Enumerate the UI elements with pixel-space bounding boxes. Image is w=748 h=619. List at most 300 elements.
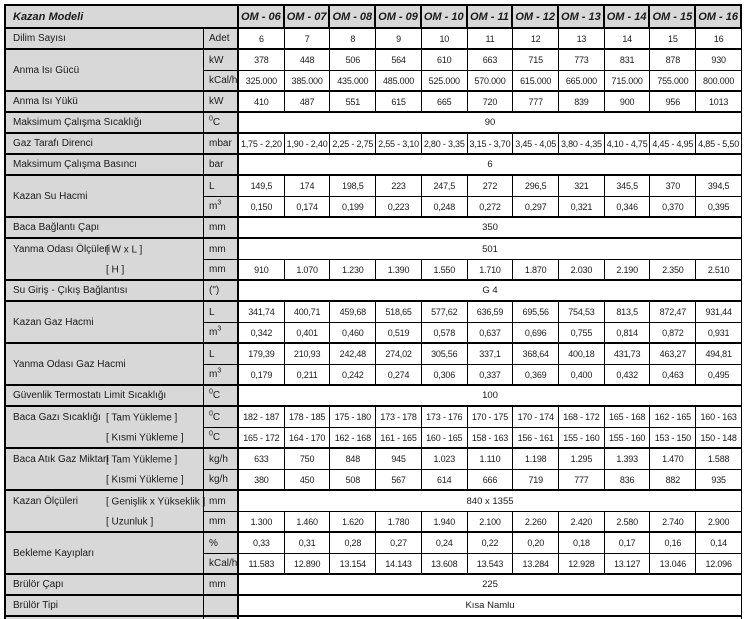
value-cell: 0,18	[559, 533, 605, 554]
value-cell: 0,22	[468, 533, 514, 554]
value-cell: 715.000	[605, 71, 651, 92]
value-cell: 7	[285, 29, 331, 50]
table-title: Kazan Modeli	[6, 6, 239, 29]
value-cell: 198,5	[330, 176, 376, 197]
row-sublabel-text: [ Uzunluk ]	[106, 516, 154, 527]
unit-superscript: 0	[209, 388, 213, 396]
row-label	[6, 470, 204, 491]
value-cell: 153 - 150	[650, 428, 696, 449]
value-cell: 848	[330, 449, 376, 470]
value-cell: 11	[468, 29, 514, 50]
row-label-text: Baca Bağlantı Çapı	[13, 222, 100, 233]
row-sublabel-text: [ W x L ]	[106, 244, 143, 255]
value-cell: 158 - 163	[468, 428, 514, 449]
value-cell: 150 - 148	[696, 428, 742, 449]
value-cell: 715	[513, 50, 559, 71]
value-cell: 1,75 - 2,20	[239, 134, 285, 155]
row-label	[6, 512, 204, 533]
spanning-value-cell: 6	[239, 155, 742, 176]
row-label	[6, 596, 204, 617]
row-label	[6, 533, 204, 575]
row-label-text: Brülör Tipi	[13, 600, 59, 611]
table-row	[6, 302, 742, 323]
row-label-text: Yanma Odası Gaz Hacmi	[13, 358, 126, 370]
value-cell: 9	[376, 29, 422, 50]
spanning-value-cell: 90	[239, 113, 742, 134]
value-cell: 0,696	[513, 323, 559, 344]
value-cell: 1.390	[376, 260, 422, 281]
table-body	[6, 29, 742, 619]
value-cell: 155 - 160	[559, 428, 605, 449]
value-cell: 1,90 - 2,40	[285, 134, 331, 155]
spanning-value-cell: 100	[239, 386, 742, 407]
table-row	[6, 407, 742, 428]
unit-cell: L	[204, 344, 239, 365]
value-cell: 1.295	[559, 449, 605, 470]
value-cell: 777	[559, 470, 605, 491]
value-cell: 567	[376, 470, 422, 491]
row-label	[6, 428, 204, 449]
value-cell: 663	[468, 50, 514, 71]
row-label	[6, 491, 204, 512]
value-cell: 410	[239, 92, 285, 113]
unit-cell: bar	[204, 155, 239, 176]
value-cell: 170 - 175	[468, 407, 514, 428]
row-label	[6, 449, 204, 470]
row-label	[6, 386, 204, 407]
value-cell: 463,27	[650, 344, 696, 365]
row-label	[6, 575, 204, 596]
value-cell: 13.046	[650, 554, 696, 575]
table-row	[6, 512, 742, 533]
value-cell: 15	[650, 29, 696, 50]
unit-cell: $^0$C	[204, 386, 239, 407]
unit-cell: kg/h	[204, 449, 239, 470]
table-row	[6, 428, 742, 449]
value-cell: 0,400	[559, 365, 605, 386]
unit-cell: $^0$C	[204, 428, 239, 449]
value-cell: 0,578	[422, 323, 468, 344]
table-row	[6, 134, 742, 155]
row-sublabel-text: [ Tam Yükleme ]	[106, 412, 178, 423]
value-cell: 487	[285, 92, 331, 113]
value-cell: 6	[239, 29, 285, 50]
value-cell: 2.420	[559, 512, 605, 533]
value-cell: 431,73	[605, 344, 651, 365]
value-cell: 165 - 172	[239, 428, 285, 449]
row-label	[6, 176, 204, 218]
value-cell: 13.127	[605, 554, 651, 575]
value-cell: 2.580	[605, 512, 651, 533]
unit-superscript: 0	[209, 430, 213, 438]
value-cell: 0,401	[285, 323, 331, 344]
value-cell: 385.000	[285, 71, 331, 92]
value-cell: 564	[376, 50, 422, 71]
row-label-text: Yanma Odası Ölçüleri	[13, 244, 111, 255]
value-cell: 223	[376, 176, 422, 197]
value-cell: 2.740	[650, 512, 696, 533]
value-cell: 12.928	[559, 554, 605, 575]
row-label	[6, 50, 204, 92]
value-cell: 720	[468, 92, 514, 113]
table-row	[6, 155, 742, 176]
row-label-text: Anma Isı Gücü	[13, 64, 80, 76]
value-cell: 0,321	[559, 197, 605, 218]
row-label-text: Su Giriş - Çıkış Bağlantısı	[13, 285, 128, 296]
row-label-text: Brülör Çapı	[13, 579, 64, 590]
value-cell: 800.000	[696, 71, 742, 92]
value-cell: 305,56	[422, 344, 468, 365]
value-cell: 247,5	[422, 176, 468, 197]
model-column-header: OM - 13	[559, 6, 605, 29]
value-cell: 485.000	[376, 71, 422, 92]
row-label-text: Maksimum Çalışma Basıncı	[13, 159, 137, 170]
value-cell: 1.940	[422, 512, 468, 533]
value-cell: 0,14	[696, 533, 742, 554]
value-cell: 695,56	[513, 302, 559, 323]
table-row	[6, 50, 742, 71]
value-cell: 615	[376, 92, 422, 113]
model-column-header: OM - 09	[376, 6, 422, 29]
value-cell: 170 - 174	[513, 407, 559, 428]
table-row	[6, 575, 742, 596]
value-cell: 400,18	[559, 344, 605, 365]
value-cell: 4,85 - 5,50	[696, 134, 742, 155]
value-cell: 435.000	[330, 71, 376, 92]
value-cell: 754,53	[559, 302, 605, 323]
value-cell: 3,45 - 4,05	[513, 134, 559, 155]
value-cell: 160 - 163	[696, 407, 742, 428]
value-cell: 1.300	[239, 512, 285, 533]
unit-cell: (")	[204, 281, 239, 302]
row-label	[6, 134, 204, 155]
unit-cell: %	[204, 533, 239, 554]
value-cell: 610	[422, 50, 468, 71]
unit-cell: mm	[204, 491, 239, 512]
value-cell: 13.154	[330, 554, 376, 575]
row-label	[6, 260, 204, 281]
value-cell: 508	[330, 470, 376, 491]
value-cell: 831	[605, 50, 651, 71]
value-cell: 1.023	[422, 449, 468, 470]
value-cell: 0,20	[513, 533, 559, 554]
value-cell: 2.900	[696, 512, 742, 533]
value-cell: 945	[376, 449, 422, 470]
value-cell: 930	[696, 50, 742, 71]
row-label	[6, 92, 204, 113]
unit-cell: $m^3$	[204, 365, 239, 386]
table-row	[6, 596, 742, 617]
value-cell: 3,15 - 3,70	[468, 134, 514, 155]
value-cell: 161 - 165	[376, 428, 422, 449]
value-cell: 518,65	[376, 302, 422, 323]
value-cell: 0,370	[650, 197, 696, 218]
unit-cell: L	[204, 176, 239, 197]
row-sublabel-text: [ Kısmi Yükleme ]	[106, 432, 184, 443]
model-column-header: OM - 06	[239, 6, 285, 29]
value-cell: 0,931	[696, 323, 742, 344]
value-cell: 164 - 170	[285, 428, 331, 449]
value-cell: 400,71	[285, 302, 331, 323]
value-cell: 0,274	[376, 365, 422, 386]
value-cell: 0,24	[422, 533, 468, 554]
unit-cell: mbar	[204, 134, 239, 155]
value-cell: 614	[422, 470, 468, 491]
value-cell: 2.100	[468, 512, 514, 533]
value-cell: 1013	[696, 92, 742, 113]
value-cell: 2.350	[650, 260, 696, 281]
value-cell: 8	[330, 29, 376, 50]
value-cell: 173 - 176	[422, 407, 468, 428]
value-cell: 3,80 - 4,35	[559, 134, 605, 155]
value-cell: 636,59	[468, 302, 514, 323]
value-cell: 0,519	[376, 323, 422, 344]
unit-superscript: 3	[217, 325, 222, 333]
row-label	[6, 407, 204, 428]
value-cell: 0,337	[468, 365, 514, 386]
value-cell: 179,39	[239, 344, 285, 365]
row-label	[6, 155, 204, 176]
value-cell: 666	[468, 470, 514, 491]
value-cell: 173 - 178	[376, 407, 422, 428]
row-label-text: Güvenlik Termostatı Limit Sıcaklığı	[13, 390, 167, 401]
value-cell: 156 - 161	[513, 428, 559, 449]
value-cell: 13.284	[513, 554, 559, 575]
table-row	[6, 470, 742, 491]
value-cell: 0,460	[330, 323, 376, 344]
value-cell: 1.110	[468, 449, 514, 470]
value-cell: 162 - 165	[650, 407, 696, 428]
value-cell: 777	[513, 92, 559, 113]
value-cell: 1.588	[696, 449, 742, 470]
header-row	[6, 6, 742, 29]
value-cell: 2,25 - 2,75	[330, 134, 376, 155]
value-cell: 0,342	[239, 323, 285, 344]
spanning-value-cell: G 4	[239, 281, 742, 302]
unit-superscript: 0	[209, 410, 213, 418]
value-cell: 174	[285, 176, 331, 197]
value-cell: 11.583	[239, 554, 285, 575]
row-label-text: Baca Gazı Sıcaklığı	[13, 412, 101, 423]
value-cell: 773	[559, 50, 605, 71]
value-cell: 325.000	[239, 71, 285, 92]
value-cell: 577,62	[422, 302, 468, 323]
spanning-value-cell: 225	[239, 575, 742, 596]
value-cell: 4,10 - 4,75	[605, 134, 651, 155]
value-cell: 0,31	[285, 533, 331, 554]
table-row	[6, 533, 742, 554]
value-cell: 750	[285, 449, 331, 470]
value-cell: 570.000	[468, 71, 514, 92]
value-cell: 2.510	[696, 260, 742, 281]
value-cell: 525.000	[422, 71, 468, 92]
value-cell: 900	[605, 92, 651, 113]
value-cell: 162 - 168	[330, 428, 376, 449]
value-cell: 12	[513, 29, 559, 50]
value-cell: 1.198	[513, 449, 559, 470]
value-cell: 0,872	[650, 323, 696, 344]
value-cell: 0,272	[468, 197, 514, 218]
value-cell: 1.710	[468, 260, 514, 281]
value-cell: 931,44	[696, 302, 742, 323]
row-label-text: Kazan Su Hacmi	[13, 190, 88, 202]
unit-cell: kCal/h	[204, 71, 239, 92]
value-cell: 448	[285, 50, 331, 71]
value-cell: 633	[239, 449, 285, 470]
row-label-text: Baca Atık Gaz Miktarı	[13, 454, 110, 465]
value-cell: 296,5	[513, 176, 559, 197]
value-cell: 0,33	[239, 533, 285, 554]
row-label-text: Maksimum Çalışma Sıcaklığı	[13, 117, 142, 128]
value-cell: 337,1	[468, 344, 514, 365]
row-label-text: Bekleme Kayıpları	[13, 547, 95, 559]
value-cell: 1.620	[330, 512, 376, 533]
value-cell: 2.190	[605, 260, 651, 281]
value-cell: 12.096	[696, 554, 742, 575]
table-row	[6, 176, 742, 197]
value-cell: 836	[605, 470, 651, 491]
model-column-header: OM - 15	[650, 6, 696, 29]
value-cell: 1.550	[422, 260, 468, 281]
table-row	[6, 218, 742, 239]
row-label-text: Anma Isı Yükü	[13, 96, 78, 107]
value-cell: 274,02	[376, 344, 422, 365]
value-cell: 210,93	[285, 344, 331, 365]
value-cell: 0,17	[605, 533, 651, 554]
value-cell: 1.393	[605, 449, 651, 470]
unit-cell: $m^3$	[204, 323, 239, 344]
model-column-header: OM - 14	[605, 6, 651, 29]
value-cell: 665	[422, 92, 468, 113]
value-cell: 615.000	[513, 71, 559, 92]
value-cell: 0,16	[650, 533, 696, 554]
value-cell: 0,637	[468, 323, 514, 344]
value-cell: 0,369	[513, 365, 559, 386]
spanning-value-cell: 840 x 1355	[239, 491, 742, 512]
table-row	[6, 281, 742, 302]
value-cell: 551	[330, 92, 376, 113]
value-cell: 10	[422, 29, 468, 50]
value-cell: 175 - 180	[330, 407, 376, 428]
value-cell: 272	[468, 176, 514, 197]
value-cell: 813,5	[605, 302, 651, 323]
unit-cell: $^0$C	[204, 407, 239, 428]
row-label	[6, 29, 204, 50]
value-cell: 839	[559, 92, 605, 113]
value-cell: 0,199	[330, 197, 376, 218]
row-label-text: Kazan Gaz Hacmi	[13, 316, 94, 328]
value-cell: 368,64	[513, 344, 559, 365]
value-cell: 321	[559, 176, 605, 197]
table-header	[6, 6, 742, 29]
table-row	[6, 386, 742, 407]
value-cell: 149,5	[239, 176, 285, 197]
value-cell: 4,45 - 4,95	[650, 134, 696, 155]
row-label	[6, 281, 204, 302]
value-cell: 1.070	[285, 260, 331, 281]
value-cell: 0,755	[559, 323, 605, 344]
value-cell: 0,395	[696, 197, 742, 218]
table-row	[6, 260, 742, 281]
unit-cell: mm	[204, 512, 239, 533]
value-cell: 394,5	[696, 176, 742, 197]
value-cell: 380	[239, 470, 285, 491]
value-cell: 450	[285, 470, 331, 491]
unit-superscript: 3	[217, 367, 222, 375]
spanning-value-cell: 501	[239, 239, 742, 260]
value-cell: 2,80 - 3,35	[422, 134, 468, 155]
value-cell: 0,248	[422, 197, 468, 218]
value-cell: 755.000	[650, 71, 696, 92]
value-cell: 0,463	[650, 365, 696, 386]
value-cell: 345,5	[605, 176, 651, 197]
table-row	[6, 344, 742, 365]
value-cell: 13	[559, 29, 605, 50]
value-cell: 872,47	[650, 302, 696, 323]
unit-superscript: 3	[217, 199, 222, 207]
spanning-value-cell: 350	[239, 218, 742, 239]
value-cell: 2,55 - 3,10	[376, 134, 422, 155]
value-cell: 155 - 160	[605, 428, 651, 449]
value-cell: 13.543	[468, 554, 514, 575]
value-cell: 178 - 185	[285, 407, 331, 428]
model-column-header: OM - 10	[422, 6, 468, 29]
spanning-value-cell: Kısa Namlu	[239, 596, 742, 617]
value-cell: 0,223	[376, 197, 422, 218]
value-cell: 160 - 165	[422, 428, 468, 449]
value-cell: 719	[513, 470, 559, 491]
value-cell: 0,27	[376, 533, 422, 554]
value-cell: 0,242	[330, 365, 376, 386]
value-cell: 1.870	[513, 260, 559, 281]
value-cell: 0,211	[285, 365, 331, 386]
value-cell: 182 - 187	[239, 407, 285, 428]
unit-cell: kg/h	[204, 470, 239, 491]
row-label	[6, 239, 204, 260]
value-cell: 378	[239, 50, 285, 71]
value-cell: 0,346	[605, 197, 651, 218]
value-cell: 935	[696, 470, 742, 491]
spec-table	[4, 4, 742, 619]
row-sublabel-text: [ Kısmi Yükleme ]	[106, 474, 184, 485]
row-label	[6, 113, 204, 134]
value-cell: 0,814	[605, 323, 651, 344]
row-label	[6, 218, 204, 239]
value-cell: 14	[605, 29, 651, 50]
table-row	[6, 449, 742, 470]
unit-cell: $m^3$	[204, 197, 239, 218]
value-cell: 1.470	[650, 449, 696, 470]
value-cell: 665.000	[559, 71, 605, 92]
boiler-spec-sheet	[4, 4, 745, 619]
value-cell: 13.608	[422, 554, 468, 575]
value-cell: 0,174	[285, 197, 331, 218]
row-sublabel-text: [ H ]	[106, 264, 125, 275]
table-row	[6, 92, 742, 113]
unit-cell: mm	[204, 575, 239, 596]
value-cell: 370	[650, 176, 696, 197]
unit-cell: mm	[204, 218, 239, 239]
unit-cell: mm	[204, 260, 239, 281]
value-cell: 0,179	[239, 365, 285, 386]
model-column-header: OM - 16	[696, 6, 742, 29]
table-row	[6, 29, 742, 50]
value-cell: 1.230	[330, 260, 376, 281]
row-label	[6, 302, 204, 344]
unit-cell: $^0$C	[204, 113, 239, 134]
unit-cell: Adet	[204, 29, 239, 50]
value-cell: 459,68	[330, 302, 376, 323]
